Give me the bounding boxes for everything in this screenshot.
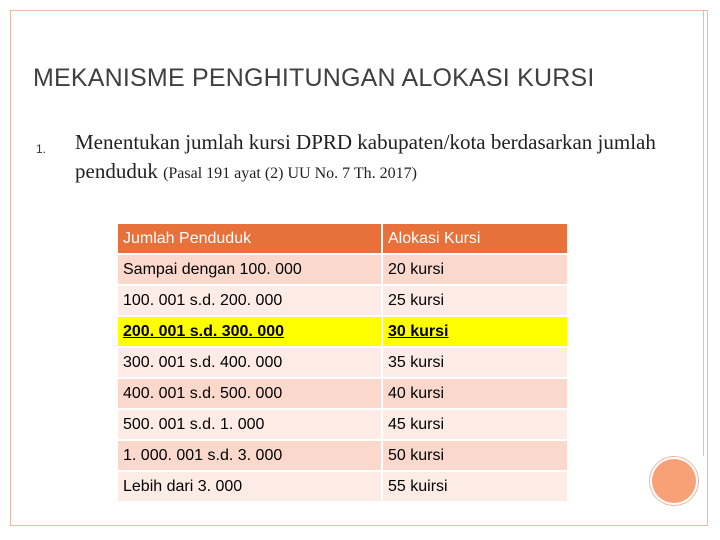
- population-cell: Lebih dari 3. 000: [117, 471, 382, 502]
- population-cell: 200. 001 s.d. 300. 000: [117, 316, 382, 347]
- table-header-row: [117, 223, 568, 254]
- population-cell: 100. 001 s.d. 200. 000: [117, 285, 382, 316]
- seats-cell: 50 kursi: [382, 440, 568, 471]
- list-item-text: [75, 128, 675, 188]
- population-cell: 400. 001 s.d. 500. 000: [117, 378, 382, 409]
- seats-cell: 35 kursi: [382, 347, 568, 378]
- seats-cell: 55 kuirsi: [382, 471, 568, 502]
- population-cell: 500. 001 s.d. 1. 000: [117, 409, 382, 440]
- table-row-highlighted: [117, 316, 568, 347]
- population-cell: Sampai dengan 100. 000: [117, 254, 382, 285]
- table-row: [117, 378, 568, 409]
- table-row: [117, 409, 568, 440]
- seats-cell: 45 kursi: [382, 409, 568, 440]
- slide-title: MEKANISME PENGHITUNGAN ALOKASI KURSI: [33, 64, 595, 92]
- table-row: [117, 254, 568, 285]
- seats-cell: 30 kursi: [382, 316, 568, 347]
- population-cell: 1. 000. 001 s.d. 3. 000: [117, 440, 382, 471]
- seat-allocation-table: [116, 222, 569, 503]
- decorative-circle-icon: [652, 459, 696, 503]
- seats-cell: 20 kursi: [382, 254, 568, 285]
- population-cell: 300. 001 s.d. 400. 000: [117, 347, 382, 378]
- table-row: [117, 471, 568, 502]
- item-text-main: Menentukan jumlah kursi DPRD kabupaten/kota berdasarkan jumlah penduduk: [75, 130, 656, 183]
- header-cell: Alokasi Kursi: [382, 223, 568, 254]
- table-row: [117, 440, 568, 471]
- header-cell: Jumlah Penduduk: [117, 223, 382, 254]
- table-row: [117, 285, 568, 316]
- list-number: 1.: [36, 142, 47, 156]
- decorative-line: [703, 11, 704, 456]
- item-text-reference: (Pasal 191 ayat (2) UU No. 7 Th. 2017): [163, 165, 417, 182]
- table-row: [117, 347, 568, 378]
- seats-cell: 25 kursi: [382, 285, 568, 316]
- seats-cell: 40 kursi: [382, 378, 568, 409]
